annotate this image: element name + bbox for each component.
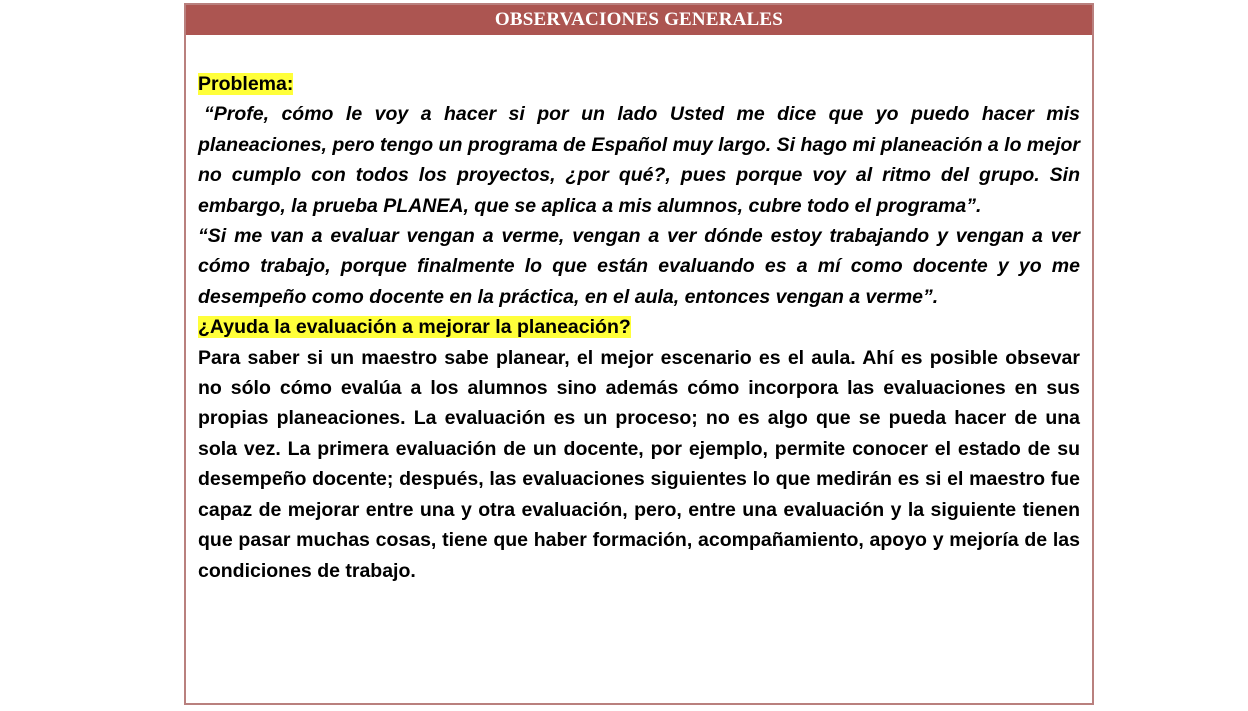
question-heading <box>198 312 1080 342</box>
document-body <box>198 69 1080 586</box>
question-label: ¿Ayuda la evaluación a mejorar la planeación? <box>198 316 631 339</box>
problem-label: Problema: <box>198 73 294 95</box>
answer-paragraph: Para saber si un maestro sabe planear, el mejor escenario es el aula. Ahí es posible obsevar no sólo cómo evalúa a los alumnos sino además cómo incorpora las evaluaciones en sus propias planeaciones. La evaluación es un proceso; no es algo que se pueda hacer de una sola vez. La primera evaluación de un docente, por ejemplo, permite conocer el estado de su desempeño docente; después, las evaluaciones siguientes lo que medirán es si el maestro fue capaz de mejorar entre una y otra evaluación, pero, entre una evaluación y la siguiente tienen que pasar muchas cosas, tiene que haber formación, acompañamiento, apoyo y mejoría de las condiciones de trabajo. <box>198 346 1080 582</box>
teacher-quote-1: “Profe, cómo le voy a hacer si por un lado Usted me dice que yo puedo hacer mis planeaciones, pero tengo un programa de Español muy largo. Si hago mi planeación a lo mejor no cumplo con todos los proyectos, ¿por qué?, pues porque voy al ritmo del grupo. Sin embargo, la prueba PLANEA, que se aplica a mis alumnos, cubre todo el programa”. <box>198 103 1081 217</box>
teacher-quote-2: “Si me van a evaluar vengan a verme, vengan a ver dónde estoy trabajando y vengan a ver cómo trabajo, porque finalmente lo que están evaluando es a mí como docente y yo me desempeño como docente en la práctica, en el aula, entonces vengan a verme”. <box>198 225 1080 308</box>
problem-heading <box>198 69 1080 99</box>
section-header: OBSERVACIONES GENERALES <box>186 5 1092 35</box>
observations-panel <box>184 3 1094 705</box>
